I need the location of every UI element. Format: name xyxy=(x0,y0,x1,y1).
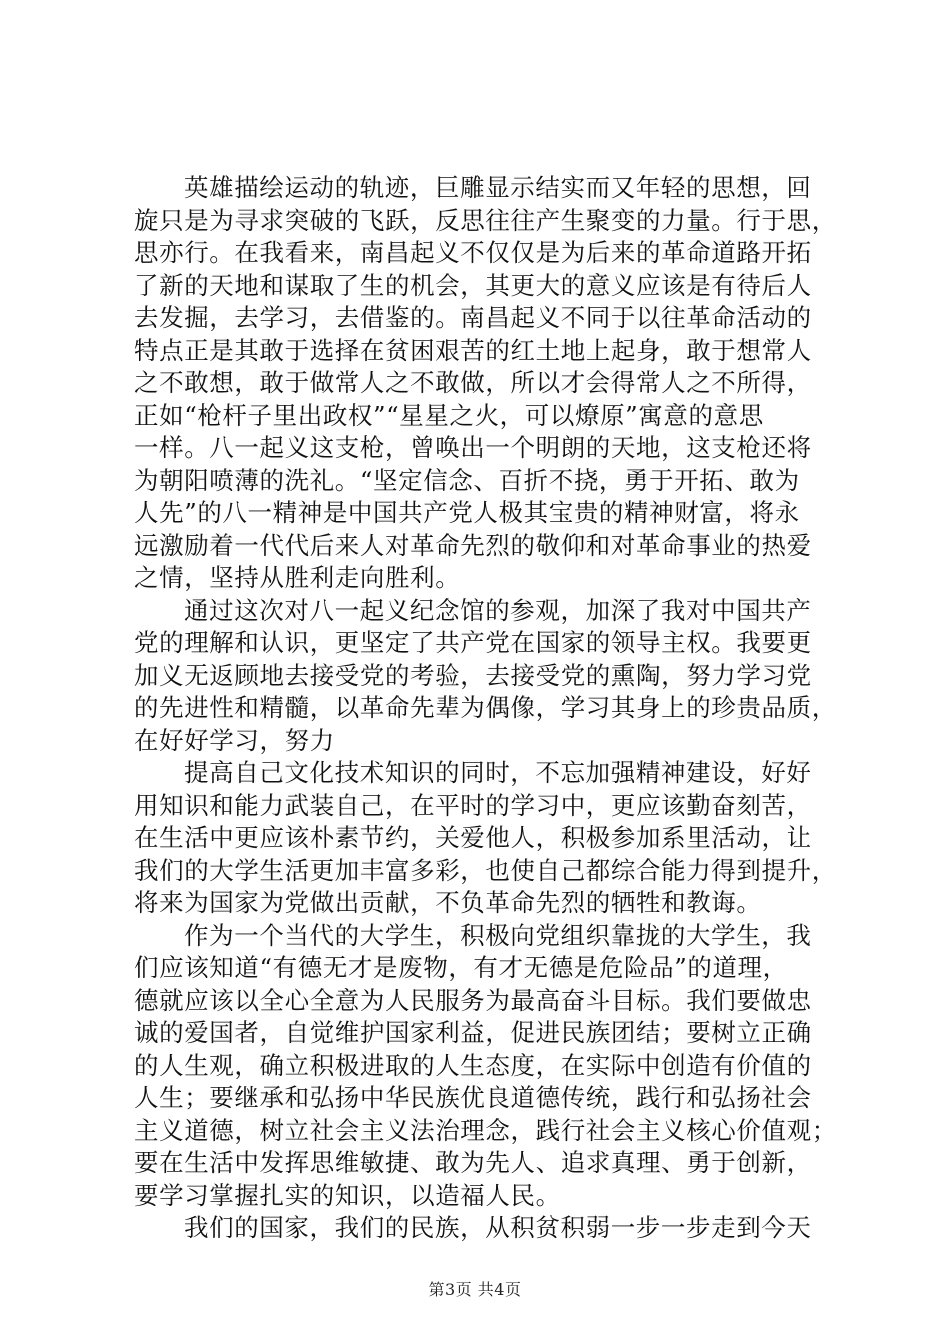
text-line: 特点正是其敢于选择在贫困艰苦的红土地上起身，敢于想常人 xyxy=(134,335,812,365)
text-line: 要在生活中发挥思维敏捷、敢为先人、追求真理、勇于创新， xyxy=(134,1148,812,1177)
text-line: 之情，坚持从胜利走向胜利。 xyxy=(134,563,461,592)
text-line: 党的理解和认识，更坚定了共产党在国家的领导主权。我要更 xyxy=(134,628,812,657)
text-line: 的人生观，确立积极进取的人生态度，在实际中创造有价值的 xyxy=(134,1050,812,1080)
text-line: 我们的大学生活更加丰富多彩，也使自己都综合能力得到提升， xyxy=(134,855,837,885)
text-line: 去发掘，去学习，去借鉴的。南昌起义不同于以往革命活动的 xyxy=(134,303,812,332)
text-line: 为朝阳喷薄的洗礼。“坚定信念、百折不挠，勇于开拓、敢为 xyxy=(134,465,800,495)
text-line: 了新的天地和谋取了生的机会，其更大的意义应该是有待后人 xyxy=(134,270,812,300)
text-line: 通过这次对八一起义纪念馆的参观，加深了我对中国共产 xyxy=(184,595,812,625)
text-line: 思亦行。在我看来，南昌起义不仅仅是为后来的革命道路开拓 xyxy=(134,238,812,267)
text-line: 用知识和能力武装自己，在平时的学习中，更应该勤奋刻苦， xyxy=(134,790,812,820)
text-line: 人先”的八一精神是中国共产党人极其宝贵的精神财富，将永 xyxy=(134,498,800,527)
text-line: 们应该知道“有德无才是废物，有才无德是危险品”的道理， xyxy=(134,953,788,982)
paragraph xyxy=(134,920,837,1213)
text-line: 人生；要继承和弘扬中华民族优良道德传统，践行和弘扬社会 xyxy=(134,1083,812,1112)
text-line: 英雄描绘运动的轨迹，巨雕显示结实而又年轻的思想，回 xyxy=(184,173,812,202)
text-line: 正如“枪杆子里出政权”“星星之火，可以燎原”寓意的意思 xyxy=(134,400,764,430)
text-line: 主义道德，树立社会主义法治理念，践行社会主义核心价值观； xyxy=(134,1115,837,1145)
page-footer: 第3页 共4页 xyxy=(428,1280,522,1299)
text-line: 之不敢想，敢于做常人之不敢做，所以才会得常人之不所得， xyxy=(134,368,812,397)
text-line: 将来为国家为党做出贡献，不负革命先烈的牺牲和教诲。 xyxy=(134,888,762,917)
text-line: 在好好学习，努力 xyxy=(134,725,335,755)
paragraph xyxy=(134,172,837,595)
text-line: 加义无返顾地去接受党的考验，去接受党的熏陶，努力学习党 xyxy=(134,660,812,690)
text-line: 一样。八一起义这支枪，曾唤出一个明朗的天地，这支枪还将 xyxy=(134,433,812,462)
text-line: 远激励着一代代后来人对革命先烈的敬仰和对革命事业的热爱 xyxy=(134,530,812,560)
body-text xyxy=(134,172,837,1245)
text-line: 的先进性和精髓，以革命先辈为偶像，学习其身上的珍贵品质， xyxy=(134,693,837,722)
text-line: 我们的国家，我们的民族，从积贫积弱一步一步走到今天 xyxy=(184,1213,812,1242)
text-line: 提高自己文化技术知识的同时，不忘加强精神建设，好好 xyxy=(184,758,812,787)
text-line: 诚的爱国者，自觉维护国家利益，促进民族团结；要树立正确 xyxy=(134,1018,812,1047)
text-line: 德就应该以全心全意为人民服务为最高奋斗目标。我们要做忠 xyxy=(134,985,812,1015)
text-line: 作为一个当代的大学生，积极向党组织靠拢的大学生，我 xyxy=(184,920,812,950)
text-line: 在生活中更应该朴素节约，关爱他人，积极参加系里活动，让 xyxy=(134,823,812,852)
paragraph xyxy=(134,1212,834,1245)
paragraph xyxy=(134,595,837,758)
text-line: 旋只是为寻求突破的飞跃，反思往往产生聚变的力量。行于思， xyxy=(134,205,837,235)
paragraph xyxy=(134,757,837,920)
text-line: 要学习掌握扎实的知识，以造福人民。 xyxy=(134,1180,561,1210)
